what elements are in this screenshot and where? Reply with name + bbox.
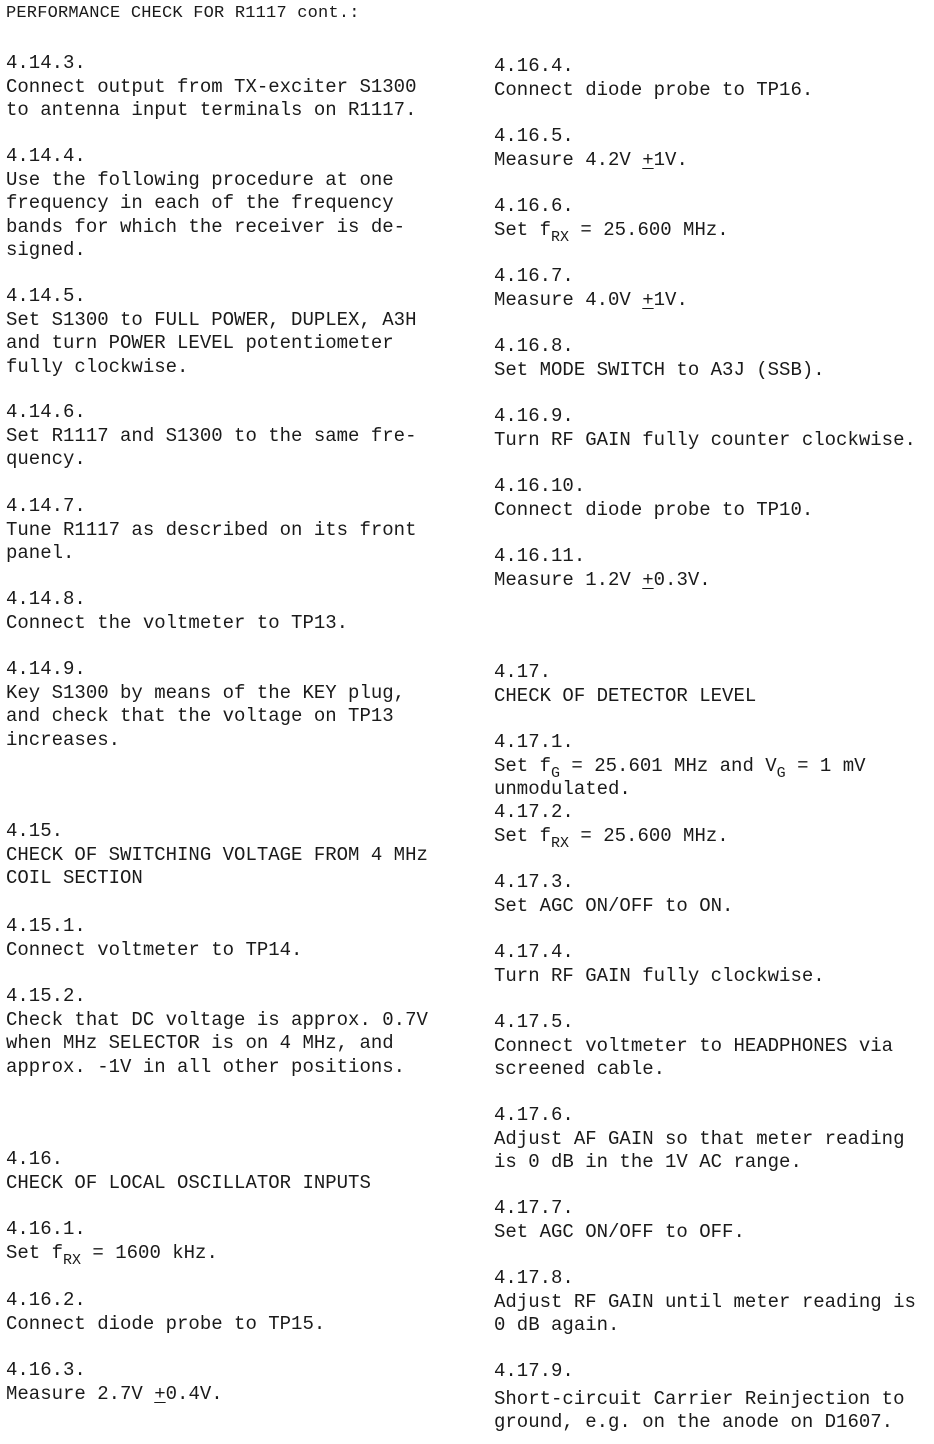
step-text: screened cable. <box>494 1058 666 1080</box>
step-number: 4.16.1. <box>6 1218 86 1240</box>
step-4-17-5 <box>494 1011 930 1082</box>
step-text: Measure 2.7V +0.4V. <box>6 1382 223 1405</box>
step-text: and check that the voltage on TP13 <box>6 705 394 727</box>
step-text: bands for which the receiver is de- <box>6 215 406 238</box>
step-number: 4.14.5. <box>6 285 86 307</box>
step-text: Set AGC ON/OFF to OFF. <box>494 1220 745 1243</box>
step-4-14-6 <box>6 401 446 472</box>
step-text: Measure 4.2V +1V. <box>494 148 688 171</box>
step-number: 4.17.4. <box>494 941 574 963</box>
step-text: Short-circuit Carrier Reinjection to <box>494 1387 905 1410</box>
step-number: 4.14.7. <box>6 495 86 517</box>
step-text: Use the following procedure at one <box>6 168 394 191</box>
step-text: 0 dB again. <box>494 1314 620 1336</box>
step-number: 4.16.5. <box>494 125 574 147</box>
step-text: Key S1300 by means of the KEY plug, <box>6 681 406 704</box>
step-4-14-3 <box>6 52 446 123</box>
step-text: Set R1117 and S1300 to the same fre- <box>6 424 417 447</box>
section-title: CHECK OF LOCAL OSCILLATOR INPUTS <box>6 1171 371 1194</box>
step-4-16-2 <box>6 1289 446 1336</box>
step-text: to antenna input terminals on R1117. <box>6 99 417 121</box>
section-title: CHECK OF SWITCHING VOLTAGE FROM 4 MHz <box>6 843 428 866</box>
step-number: 4.16.3. <box>6 1359 86 1381</box>
step-4-16-4 <box>494 55 930 102</box>
step-4-16-6 <box>494 195 930 246</box>
step-text: and turn POWER LEVEL potentiometer <box>6 332 394 354</box>
section-number: 4.15. <box>6 820 64 842</box>
step-text: Turn RF GAIN fully counter clockwise. <box>494 428 916 451</box>
step-4-16-8 <box>494 335 930 382</box>
step-text: unmodulated. <box>494 778 631 800</box>
step-text: Set MODE SWITCH to A3J (SSB). <box>494 358 825 381</box>
step-4-16-3 <box>6 1359 446 1406</box>
step-4-14-8 <box>6 588 446 635</box>
step-4-17-1 <box>494 731 930 802</box>
step-number: 4.14.6. <box>6 401 86 423</box>
step-4-16-9 <box>494 405 930 452</box>
step-text: increases. <box>6 728 121 751</box>
step-text: approx. -1V in all other positions. <box>6 1055 406 1078</box>
step-number: 4.17.9. <box>494 1360 574 1382</box>
step-number: 4.16.8. <box>494 335 574 357</box>
step-4-17-3 <box>494 871 930 918</box>
step-text: Set S1300 to FULL POWER, DUPLEX, A3H <box>6 308 417 331</box>
section-number: 4.16. <box>6 1148 64 1170</box>
step-number: 4.16.7. <box>494 265 574 287</box>
step-4-17-8 <box>494 1267 930 1338</box>
step-number: 4.16.6. <box>494 195 574 217</box>
step-text: fully clockwise. <box>6 355 189 378</box>
step-4-14-7 <box>6 495 446 566</box>
step-text: quency. <box>6 448 86 470</box>
step-4-17-4 <box>494 941 930 988</box>
step-text: Check that DC voltage is approx. 0.7V <box>6 1008 428 1031</box>
step-number: 4.17.1. <box>494 731 574 753</box>
step-text: Adjust AF GAIN so that meter reading <box>494 1127 905 1150</box>
step-text: Set $f_G = 25.601$ MHz and $V_G = 1$ mV <box>494 754 866 782</box>
section-title: CHECK OF DETECTOR LEVEL <box>494 684 757 707</box>
step-4-16-10 <box>494 475 930 522</box>
step-4-14-9 <box>6 658 446 752</box>
section-number: 4.17. <box>494 661 552 683</box>
step-number: 4.15.1. <box>6 915 86 937</box>
step-text: Connect diode probe to TP15. <box>6 1312 326 1335</box>
step-number: 4.17.2. <box>494 801 574 823</box>
step-text: Adjust RF GAIN until meter reading is <box>494 1290 916 1313</box>
step-text: Connect voltmeter to HEADPHONES via <box>494 1034 894 1057</box>
step-text: panel. <box>6 542 75 564</box>
step-text: Connect output from TX-exciter S1300 <box>6 75 417 98</box>
step-number: 4.16.9. <box>494 405 574 427</box>
step-number: 4.17.8. <box>494 1267 574 1289</box>
step-text: ground, e.g. on the anode on D1607. <box>494 1411 894 1433</box>
step-4-14-4 <box>6 145 446 263</box>
step-text: Measure 1.2V +0.3V. <box>494 568 711 591</box>
step-4-16-5 <box>494 125 930 172</box>
page-header: PERFORMANCE CHECK FOR R1117 cont.: <box>6 4 360 23</box>
step-number: 4.17.6. <box>494 1104 574 1126</box>
step-text: Connect voltmeter to TP14. <box>6 938 303 961</box>
step-4-17-2 <box>494 801 930 852</box>
section-4-16 <box>6 1148 446 1195</box>
step-text: Tune R1117 as described on its front <box>6 518 417 541</box>
step-number: 4.16.11. <box>494 545 586 567</box>
step-4-17-7 <box>494 1197 930 1244</box>
step-text: Connect diode probe to TP10. <box>494 498 814 521</box>
step-text: Set $f_{RX} = 25.600$ MHz. <box>494 218 729 246</box>
step-4-17-6 <box>494 1104 930 1175</box>
step-number: 4.16.10. <box>494 475 586 497</box>
step-text: when MHz SELECTOR is on 4 MHz, and <box>6 1032 394 1054</box>
step-number: 4.14.4. <box>6 145 86 167</box>
step-number: 4.14.8. <box>6 588 86 610</box>
step-number: 4.14.3. <box>6 52 86 74</box>
step-4-16-11 <box>494 545 930 592</box>
step-text: frequency in each of the frequency <box>6 192 394 214</box>
step-4-16-1 <box>6 1218 446 1269</box>
step-4-16-7 <box>494 265 930 312</box>
step-text: signed. <box>6 239 86 261</box>
step-number: 4.17.7. <box>494 1197 574 1219</box>
step-text: is 0 dB in the 1V AC range. <box>494 1151 802 1173</box>
step-text: Set $f_{RX} = 25.600$ MHz. <box>494 824 729 852</box>
step-text: Turn RF GAIN fully clockwise. <box>494 964 825 987</box>
step-number: 4.16.2. <box>6 1289 86 1311</box>
step-4-15-2 <box>6 985 446 1079</box>
step-4-14-5 <box>6 285 446 379</box>
section-4-17 <box>494 661 930 708</box>
step-number: 4.14.9. <box>6 658 86 680</box>
step-text: Connect the voltmeter to TP13. <box>6 611 349 634</box>
step-text: Measure 4.0V +1V. <box>494 288 688 311</box>
section-4-15 <box>6 820 446 891</box>
step-text: Set $f_{RX} = 1600$ kHz. <box>6 1241 218 1269</box>
step-text: Connect diode probe to TP16. <box>494 78 814 101</box>
step-text: Set AGC ON/OFF to ON. <box>494 894 734 917</box>
step-number: 4.17.3. <box>494 871 574 893</box>
step-number: 4.15.2. <box>6 985 86 1007</box>
section-title: COIL SECTION <box>6 867 143 889</box>
step-number: 4.17.5. <box>494 1011 574 1033</box>
step-4-17-9 <box>494 1360 930 1435</box>
step-4-15-1 <box>6 915 446 962</box>
step-number: 4.16.4. <box>494 55 574 77</box>
